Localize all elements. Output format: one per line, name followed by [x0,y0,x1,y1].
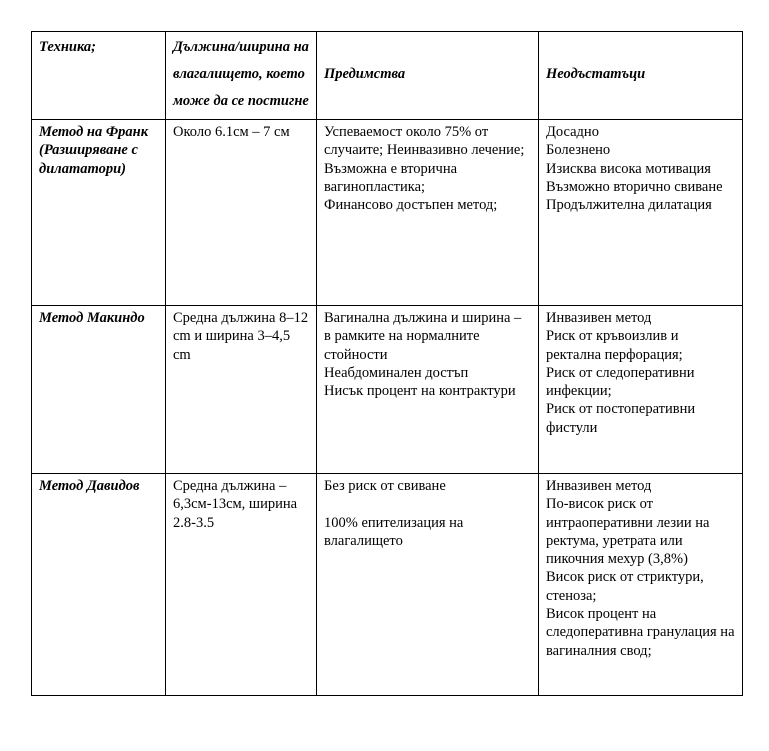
disadvantage-item: Инвазивен метод [546,310,652,326]
disadvantage-item: Възможно вторично свиване [546,178,723,195]
disadvantage-item: Инвазивен метод [546,478,652,494]
table-row [32,120,743,306]
technique-cell: Метод Макиндо [32,306,166,474]
disadvantage-item: Риск от следоперативни инфекции; [546,364,695,400]
disadvantage-item: Висок процент на следоперативна гранулация на вагиналния свод; [546,606,735,659]
advantages-cell [317,306,539,474]
disadvantages-cell [539,120,743,306]
header-advantages: Предимства [317,32,539,120]
advantage-item: Вагинална дължина и ширина – в рамките на нормалните стойности [324,310,522,363]
advantage-item: 100% епителизация на влагалището [324,514,464,549]
disadvantage-item: Риск от кръвоизлив и ректална перфорация; [546,328,683,363]
disadvantages-cell [539,474,743,696]
header-technique: Техника; [32,32,166,120]
header-dimensions: Дължина/ширина на влагалището, което може да се постигне [166,32,317,120]
technique-cell: Метод Давидов [32,474,166,696]
advantage-item: Възможна е вторична вагинопластика; [324,160,458,195]
advantages-cell [317,474,539,696]
disadvantage-item: Риск от постоперативни фистули [546,401,696,436]
disadvantage-item: Болезнено [546,142,611,159]
disadvantage-item: Досадно [546,124,599,140]
advantage-item: Финансово достъпен метод; [324,197,498,214]
techniques-table [31,31,743,696]
disadvantage-item: Продължителна дилатация [546,197,712,214]
technique-cell: Метод на Франк (Разширяване с дилататори) [32,120,166,306]
dimensions-cell: Средна дължина – 6,3см-13см, ширина 2.8-3.5 [166,474,317,696]
table-row [32,474,743,696]
disadvantage-item: Изисква висока мотивация [546,160,711,177]
advantage-item: Без риск от свиване [324,478,446,494]
disadvantages-cell [539,306,743,474]
advantage-item: Неабдоминален достъп [324,364,469,381]
header-disadvantages: Неодъстатъци [539,32,743,120]
spacer [324,495,531,513]
table-row [32,306,743,474]
advantages-cell [317,120,539,306]
advantage-item: Нисък процент на контрактури [324,383,516,400]
dimensions-cell: Около 6.1см – 7 см [166,120,317,306]
disadvantage-item: Висок риск от стриктури, стеноза; [546,569,704,604]
table-header-row [32,32,743,120]
disadvantage-item: По-висок риск от интраоперативни лезии на ректума, уретрата или пикочния мехур (3,8%) [546,496,710,568]
advantage-item: Успеваемост около 75% от случаите; Неинвазивно лечение; [324,124,525,159]
dimensions-cell: Средна дължина 8–12 cm и ширина 3–4,5 cm [166,306,317,474]
